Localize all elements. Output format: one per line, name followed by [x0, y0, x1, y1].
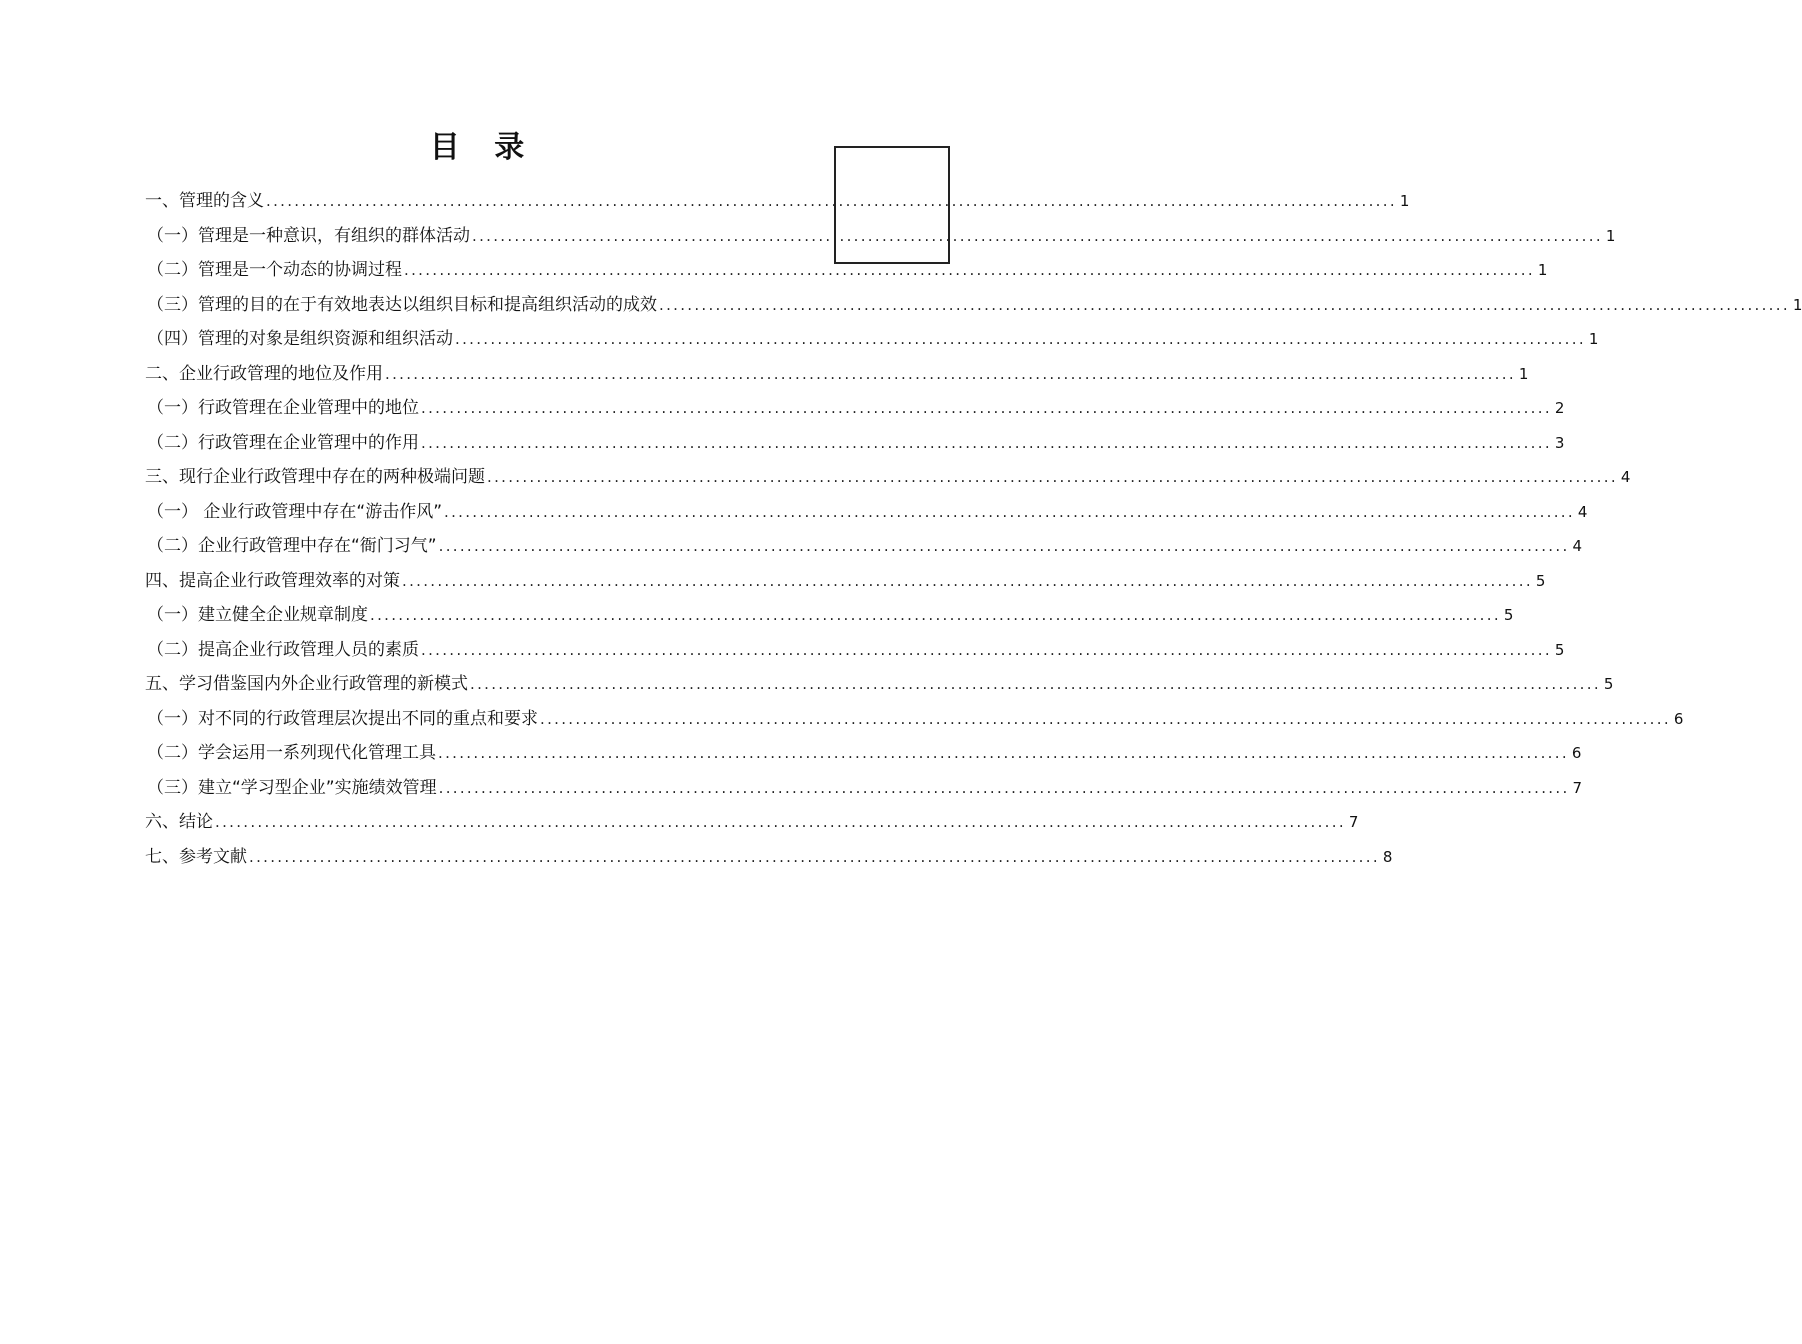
toc-page-number: 7	[1348, 813, 1359, 831]
toc-dot-leader: ................................................................................................................................................................	[455, 330, 1586, 348]
toc-dot-leader: ................................................................................................................................................................	[402, 571, 1533, 590]
toc-entry[interactable]	[145, 391, 1565, 426]
page-title: 目 录	[429, 130, 537, 165]
toc-entry-title: （三）管理的目的在于有效地表达以组织目标和提高组织活动的成效	[147, 294, 657, 315]
toc-entry[interactable]	[145, 426, 1565, 461]
toc-dot-leader: ................................................................................................................................................................	[385, 364, 1516, 383]
toc-page-number: 2	[1554, 399, 1565, 417]
toc-entry[interactable]	[145, 598, 1514, 633]
toc-page-number: 1	[1605, 226, 1616, 245]
toc-dot-leader: ................................................................................................................................................................	[421, 399, 1552, 417]
toc-page-number: 5	[1603, 675, 1614, 693]
toc-page-number: 3	[1554, 433, 1565, 452]
toc-entry-title: （三）建立“学习型企业”实施绩效管理	[147, 777, 437, 798]
toc-entry[interactable]	[145, 184, 1410, 219]
toc-page-number: 1	[1537, 261, 1548, 279]
toc-dot-leader: ................................................................................................................................................................	[470, 675, 1601, 693]
toc-dot-leader: ................................................................................................................................................................	[266, 192, 1397, 210]
toc-page-number: 5	[1535, 571, 1546, 590]
toc-entry[interactable]	[145, 702, 1684, 737]
toc-entry-title: 一、管理的含义	[145, 191, 264, 211]
toc-entry-title: （二）提高企业行政管理人员的素质	[147, 639, 419, 660]
toc-entry[interactable]	[145, 460, 1631, 495]
toc-entry-title: 二、企业行政管理的地位及作用	[145, 363, 383, 384]
toc-dot-leader: ................................................................................................................................................................	[487, 468, 1618, 486]
toc-dot-leader: ................................................................................................................................................................	[370, 606, 1501, 624]
toc-page-number: 6	[1673, 709, 1684, 728]
toc-dot-leader: ................................................................................................................................................................	[404, 261, 1535, 279]
toc-entry[interactable]	[145, 219, 1616, 254]
toc-entry-title: （一）管理是一种意识，有组织的群体活动	[147, 225, 470, 246]
toc-page-number: 1	[1792, 295, 1802, 314]
toc-entry-title: 三、现行企业行政管理中存在的两种极端问题	[145, 467, 485, 487]
toc-entry[interactable]	[145, 564, 1546, 599]
toc-entry[interactable]	[145, 633, 1565, 668]
toc-entry[interactable]	[145, 529, 1583, 564]
toc-dot-leader: ................................................................................................................................................................	[540, 709, 1671, 728]
toc-entry[interactable]	[145, 805, 1359, 840]
toc-page-number: 5	[1554, 640, 1565, 659]
toc-dot-leader: ................................................................................................................................................................	[215, 813, 1346, 831]
toc-entry[interactable]	[145, 840, 1393, 875]
toc-page-number: 7	[1572, 778, 1583, 797]
toc-page-number: 1	[1399, 192, 1410, 210]
toc-entry-title: （一） 企业行政管理中存在“游击作风”	[147, 501, 443, 522]
toc-page-number: 1	[1518, 364, 1529, 383]
toc-dot-leader: ................................................................................................................................................................	[438, 778, 1570, 797]
toc-dot-leader: ................................................................................................................................................................	[659, 295, 1790, 314]
toc-entry-title: （二）企业行政管理中存在“衙门习气”	[147, 536, 437, 556]
toc-dot-leader: ................................................................................................................................................................	[444, 502, 1575, 521]
toc-page-number: 4	[1572, 537, 1583, 555]
toc-page-number: 8	[1382, 847, 1393, 866]
toc-page-number: 1	[1588, 330, 1599, 348]
toc-entry[interactable]	[145, 667, 1614, 702]
toc-entry-title: （二）管理是一个动态的协调过程	[147, 260, 402, 280]
toc-dot-leader: ................................................................................................................................................................	[472, 226, 1603, 245]
toc-page-number: 5	[1503, 606, 1514, 624]
toc-entry[interactable]	[145, 288, 1802, 323]
toc-entry[interactable]	[145, 322, 1599, 357]
toc-entry-title: （四）管理的对象是组织资源和组织活动	[147, 329, 453, 349]
toc-entry-title: 六、结论	[145, 812, 213, 832]
toc-entry-title: （一）行政管理在企业管理中的地位	[147, 398, 419, 418]
toc-page-number: 4	[1577, 502, 1588, 521]
toc-entry-title: 四、提高企业行政管理效率的对策	[145, 570, 400, 591]
toc-entry-title: （二）行政管理在企业管理中的作用	[147, 432, 419, 453]
toc-entry-title: （二）学会运用一系列现代化管理工具	[147, 743, 436, 763]
toc-dot-leader: ................................................................................................................................................................	[421, 640, 1552, 659]
toc-entry[interactable]	[145, 495, 1588, 530]
toc-entry[interactable]	[145, 253, 1548, 288]
toc-page-number: 6	[1571, 744, 1582, 762]
toc-entry[interactable]	[145, 357, 1529, 392]
toc-dot-leader: ................................................................................................................................................................	[421, 433, 1552, 452]
table-of-contents	[145, 184, 1802, 874]
toc-dot-leader: ................................................................................................................................................................	[438, 744, 1569, 762]
toc-entry-title: （一）对不同的行政管理层次提出不同的重点和要求	[147, 708, 538, 729]
toc-dot-leader: ................................................................................................................................................................	[249, 847, 1380, 866]
toc-entry-title: 七、参考文献	[145, 846, 247, 867]
toc-page-number: 4	[1620, 468, 1631, 486]
toc-dot-leader: ................................................................................................................................................................	[438, 537, 1570, 555]
toc-entry-title: （一）建立健全企业规章制度	[147, 605, 368, 625]
toc-entry[interactable]	[145, 771, 1583, 806]
toc-entry-title: 五、学习借鉴国内外企业行政管理的新模式	[145, 674, 468, 694]
toc-entry[interactable]	[145, 736, 1582, 771]
